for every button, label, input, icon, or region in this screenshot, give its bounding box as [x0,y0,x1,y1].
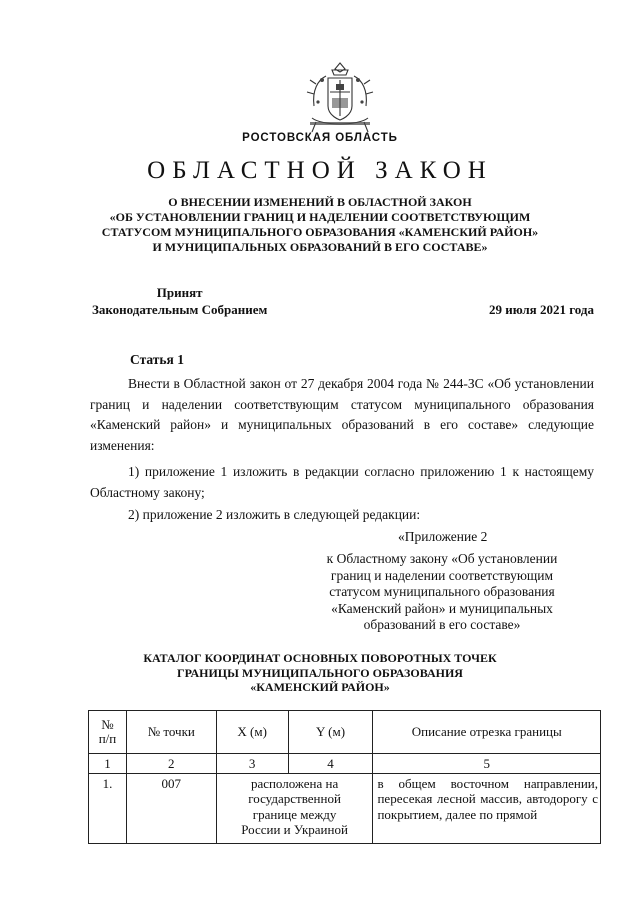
header-y: Y (м) [288,711,373,754]
article-paragraph: Внести в Областной закон от 27 декабря 2004 года № 244-ЗС «Об установлении границ и наделении соответствующим статусом муниципального образования «Каменский район» и муниципальных образований в его составе» следующие изменения: [90,376,594,453]
article-title: Статья 1 [130,352,184,367]
subtitle-line: И МУНИЦИПАЛЬНЫХ ОБРАЗОВАНИЙ В ЕГО СОСТАВЕ» [152,240,488,254]
row-point: 007 [126,774,216,844]
table-row [89,774,601,844]
header-num [89,711,127,754]
row-location [216,774,373,844]
catalog-title-line: КАТАЛОГ КООРДИНАТ ОСНОВНЫХ ПОВОРОТНЫХ ТОЧЕК [143,651,497,665]
catalog-title [80,651,560,695]
subtitle-line: СТАТУСОМ МУНИЦИПАЛЬНОГО ОБРАЗОВАНИЯ «КАМЕНСКИЙ РАЙОН» [101,225,539,239]
header-point: № точки [126,711,216,754]
location-line: границе между [252,806,337,822]
adoption-block [92,284,267,318]
subtitle-line: О ВНЕСЕНИИ ИЗМЕНЕНИЙ В ОБЛАСТНОЙ ЗАКОН [168,195,472,209]
column-number-row [89,754,601,774]
column-number: 4 [288,754,373,774]
location-line: государственной [248,791,341,807]
appendix-line: образований в его составе» [363,617,521,633]
catalog-title-line: ГРАНИЦЫ МУНИЦИПАЛЬНОГО ОБРАЗОВАНИЯ [177,665,463,680]
catalog-title-line: «КАМЕНСКИЙ РАЙОН» [250,680,390,694]
region-name: РОСТОВСКАЯ ОБЛАСТЬ [242,132,398,144]
appendix-line: границ и наделении соответствующим [330,567,554,583]
column-number: 5 [373,754,601,774]
adoption-date: 29 июля 2021 года [489,302,594,317]
header-num-line: № [101,717,114,732]
article-paragraph: 2) приложение 2 изложить в следующей редакции: [128,507,421,522]
column-number: 2 [126,754,216,774]
appendix-heading: «Приложение 2 [398,529,488,544]
subtitle-line: «ОБ УСТАНОВЛЕНИИ ГРАНИЦ И НАДЕЛЕНИИ СООТВЕТСТВУЮЩИМ [109,210,531,224]
appendix-line: «Каменский район» и муниципальных [331,600,553,616]
location-line: России и Украиной [241,822,348,838]
appendix-reference [300,551,584,634]
coordinates-table [88,710,601,844]
column-number: 3 [216,754,288,774]
appendix-line: статусом муниципального образования [329,584,555,600]
header-description: Описание отрезка границы [373,711,601,754]
law-title: ОБЛАСТНОЙ ЗАКОН [147,157,493,184]
location-line: расположена на [250,776,339,791]
table-header-row [89,711,601,754]
row-description: в общем восточном направлении, пересекая лесной массив, автодорогу с покрытием, далее по прямой [373,774,601,844]
column-number: 1 [89,754,127,774]
adopted-by: Законодательным Собранием [92,302,268,317]
header-x: X (м) [216,711,288,754]
row-number: 1. [89,774,127,844]
adopted-label: Принят [156,285,203,300]
appendix-line: к Областному закону «Об установлении [326,551,558,566]
law-subtitle [80,195,560,255]
header-num-line: п/п [98,731,117,746]
article-paragraph: 1) приложение 1 изложить в редакции согласно приложению 1 к настоящему Областному закону; [90,464,594,500]
coat-of-arms-emblem [302,60,378,136]
